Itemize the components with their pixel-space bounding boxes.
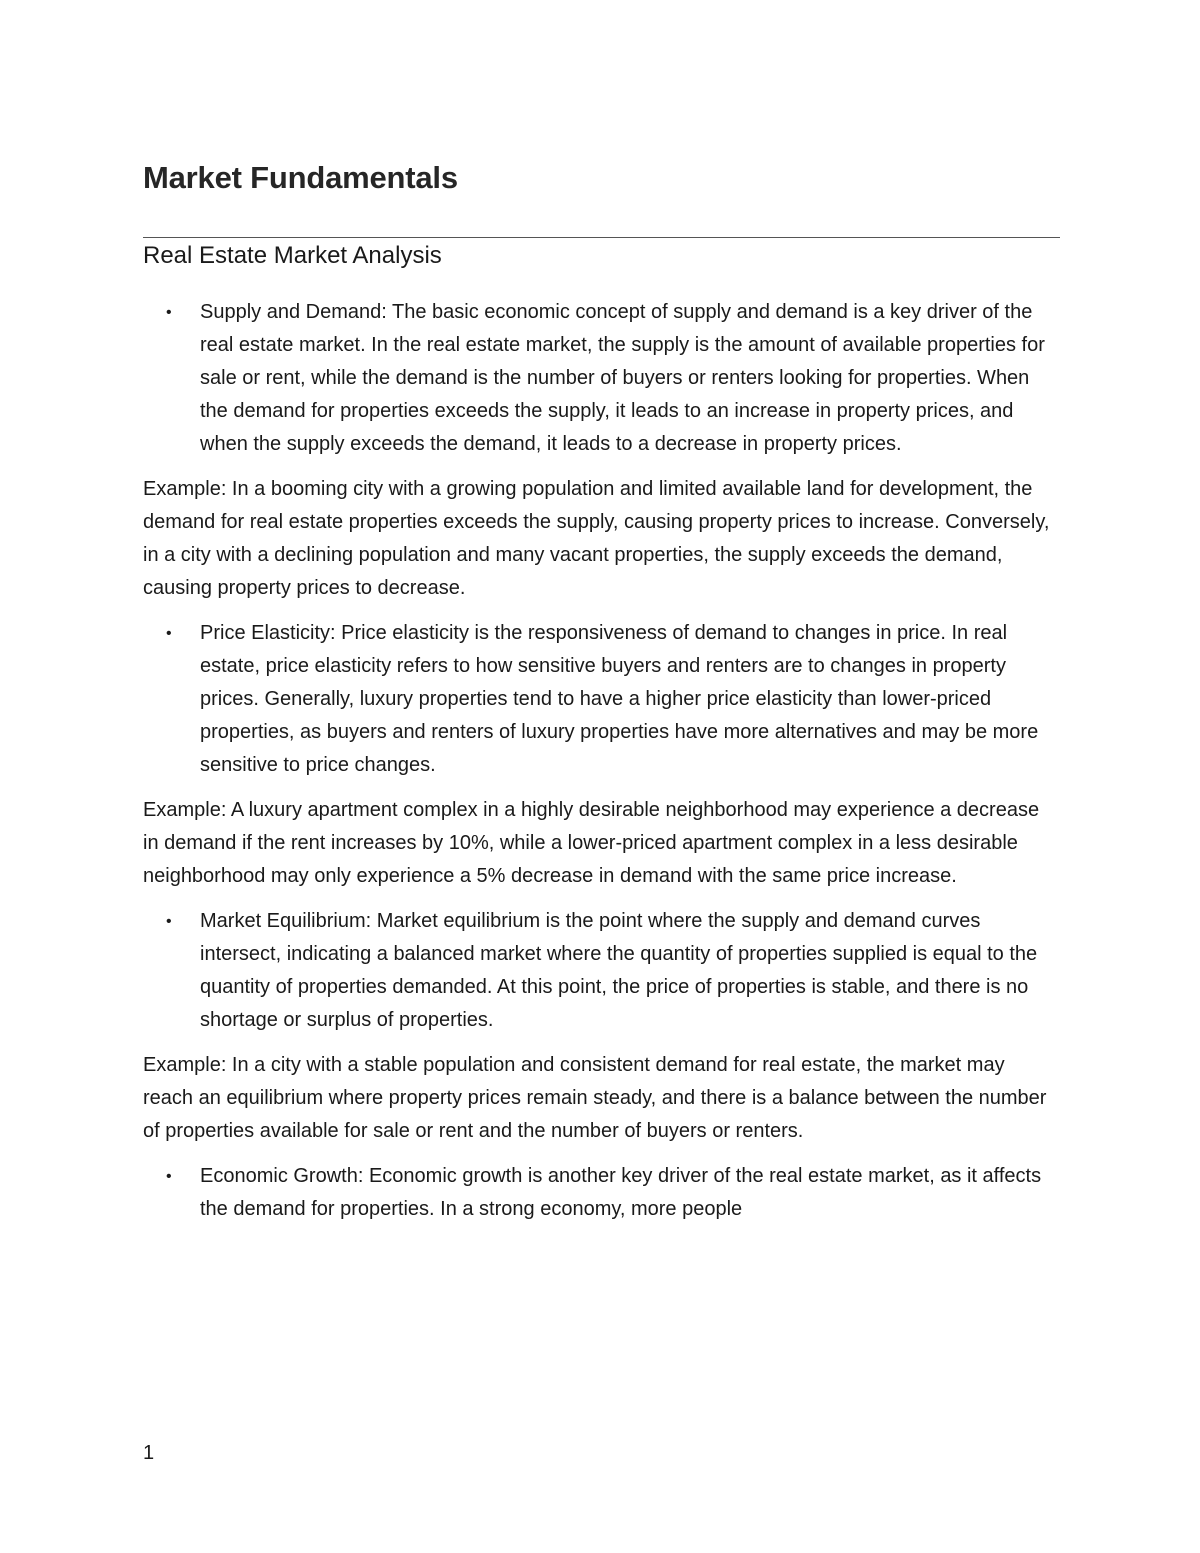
bullet-icon: • [166,304,172,321]
example-paragraph-price-elasticity: Example: A luxury apartment complex in a highly desirable neighborhood may experience a decrease in demand if the rent increases by 10%, while a lower-priced apartment complex in a less desirable neighborhood may only experience a 5% decrease in demand with the same price increase. [143,799,1040,887]
bullet-item-economic-growth [143,1160,1060,1226]
page-number: 1 [143,1442,155,1464]
page-title: Market Fundamentals [143,160,458,195]
bullet-text: Supply and Demand: The basic economic concept of supply and demand is a key driver of the real estate market. In the real estate market, the supply is the amount of available properties for sale or rent, while the demand is the number of buyers or renters looking for properties. When the demand for properties exceeds the supply, it leads to an increase in property prices, and when the supply exceeds the demand, it leads to a decrease in property prices. [200,301,1045,455]
bullet-text: Economic Growth: Economic growth is another key driver of the real estate market, as it affects the demand for properties. In a strong economy, more people [200,1165,1042,1220]
document-body [143,296,1060,1238]
bullet-item-market-equilibrium [143,905,1060,1037]
bullet-icon: • [166,913,172,930]
bullet-text: Price Elasticity: Price elasticity is the responsiveness of demand to changes in price. In real estate, price elasticity refers to how sensitive buyers and renters are to changes in property prices. Generally, luxury properties tend to have a higher price elasticity than lower-priced properties, as buyers and renters of luxury properties have more alternatives and may be more sensitive to price changes. [200,622,1039,776]
bullet-icon: • [166,1168,172,1185]
example-paragraph-supply-demand: Example: In a booming city with a growing population and limited available land for development, the demand for real estate properties exceeds the supply, causing property prices to increase. Conversely, in a city with a declining population and many vacant properties, the supply exceeds the demand, causing property prices to decrease. [143,478,1050,599]
title-divider [143,237,1060,238]
document-page [143,0,1060,1553]
example-paragraph-market-equilibrium: Example: In a city with a stable population and consistent demand for real estate, the market may reach an equilibrium where property prices remain steady, and there is a balance between the number of properties available for sale or rent and the number of buyers or renters. [143,1054,1047,1142]
section-title: Real Estate Market Analysis [143,242,442,269]
bullet-text: Market Equilibrium: Market equilibrium is the point where the supply and demand curves intersect, indicating a balanced market where the quantity of properties supplied is equal to the quantity of properties demanded. At this point, the price of properties is stable, and there is no shortage or surplus of properties. [200,910,1038,1031]
bullet-icon: • [166,625,172,642]
bullet-item-supply-demand [143,296,1060,461]
bullet-item-price-elasticity [143,617,1060,782]
